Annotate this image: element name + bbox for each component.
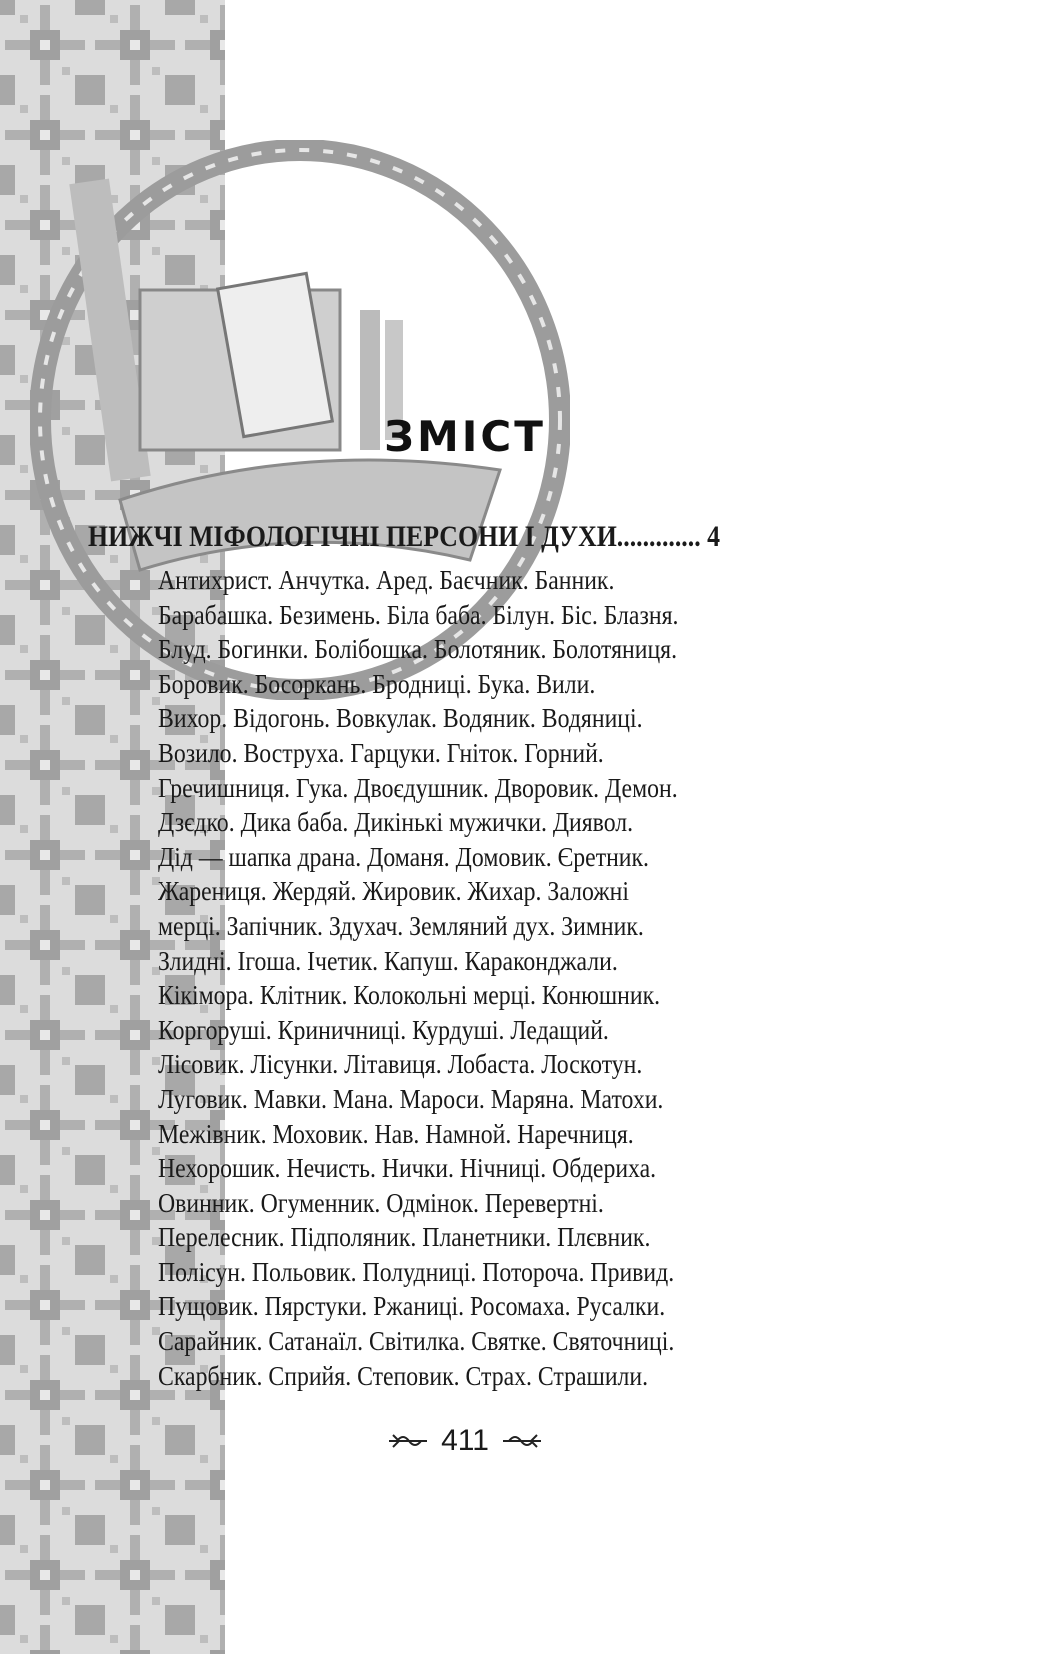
section-page-number: 4 <box>707 520 720 553</box>
toc-line: Луговик. Мавки. Мана. Мароси. Маряна. Матохи. <box>158 1083 664 1114</box>
toc-line: Жарениця. Жердяй. Жировик. Жихар. Заложні <box>158 876 629 907</box>
toc-line: Дід — шапка драна. Доманя. Домовик. Єретник. <box>158 841 650 872</box>
toc-line: Гречишниця. Гука. Двоєдушник. Дворовик. Демон. <box>158 772 678 803</box>
toc-line: Антихрист. Анчутка. Аред. Баєчник. Банник. <box>158 565 615 595</box>
toc-line: Боровик. Босоркань. Бродниці. Бука. Вили. <box>158 668 596 699</box>
page-number: 411 <box>441 1424 489 1457</box>
toc-line: Возило. Воструха. Гарцуки. Гніток. Горний. <box>158 737 604 768</box>
flourish-left-icon <box>387 1431 431 1451</box>
toc-section-entry[interactable] <box>88 520 720 554</box>
toc-line: Коргоруші. Криничниці. Курдуші. Ледащий. <box>158 1014 609 1045</box>
toc-line: Скарбник. Сприйя. Степовик. Страх. Страшили. <box>158 1360 649 1391</box>
flourish-right-icon <box>499 1431 543 1451</box>
toc-line: мерці. Запічник. Здухач. Земляний дух. Зимник. <box>158 910 644 941</box>
toc-line: Злидні. Ігоша. Ічетик. Капуш. Караконджали. <box>158 945 618 976</box>
toc-line: Дзєдко. Дика баба. Дикінькі мужички. Диявол. <box>158 807 634 838</box>
toc-line: Кікімора. Клітник. Колокольні мерці. Конюшник. <box>158 980 661 1011</box>
toc-line: Межівник. Моховик. Нав. Намной. Наречниця. <box>158 1118 634 1149</box>
section-title: НИЖЧІ МІФОЛОГІЧНІ ПЕРСОНИ І ДУХИ <box>88 520 617 553</box>
dot-leader: ............. <box>616 520 701 553</box>
toc-line: Лісовик. Лісунки. Літавиця. Лобаста. Лоскотун. <box>158 1049 643 1080</box>
toc-line: Блуд. Богинки. Болібошка. Болотяник. Болотяниця. <box>158 634 678 665</box>
page-footer <box>0 1424 930 1458</box>
toc-line: Вихор. Відогонь. Вовкулак. Водяник. Водяниці. <box>158 703 643 734</box>
toc-line: Полісун. Польовик. Полудниці. Потороча. Привид. <box>158 1256 675 1287</box>
toc-line: Сарайник. Сатанаїл. Світилка. Святке. Святочниці. <box>158 1326 675 1357</box>
toc-entries <box>158 563 749 1393</box>
page-title: ЗМІСТ <box>384 412 546 461</box>
toc-line: Нехорошик. Нечисть. Нички. Нічниці. Обдериха. <box>158 1153 657 1184</box>
toc-line: Овинник. Огуменник. Одмінок. Перевертні. <box>158 1187 604 1218</box>
toc-line: Барабашка. Безимень. Біла баба. Білун. Біс. Блазня. <box>158 599 679 630</box>
toc-line: Пущовик. Пярстуки. Ржаниці. Росомаха. Русалки. <box>158 1291 666 1322</box>
toc-line: Перелесник. Підполяник. Планетники. Плєвник. <box>158 1222 651 1253</box>
